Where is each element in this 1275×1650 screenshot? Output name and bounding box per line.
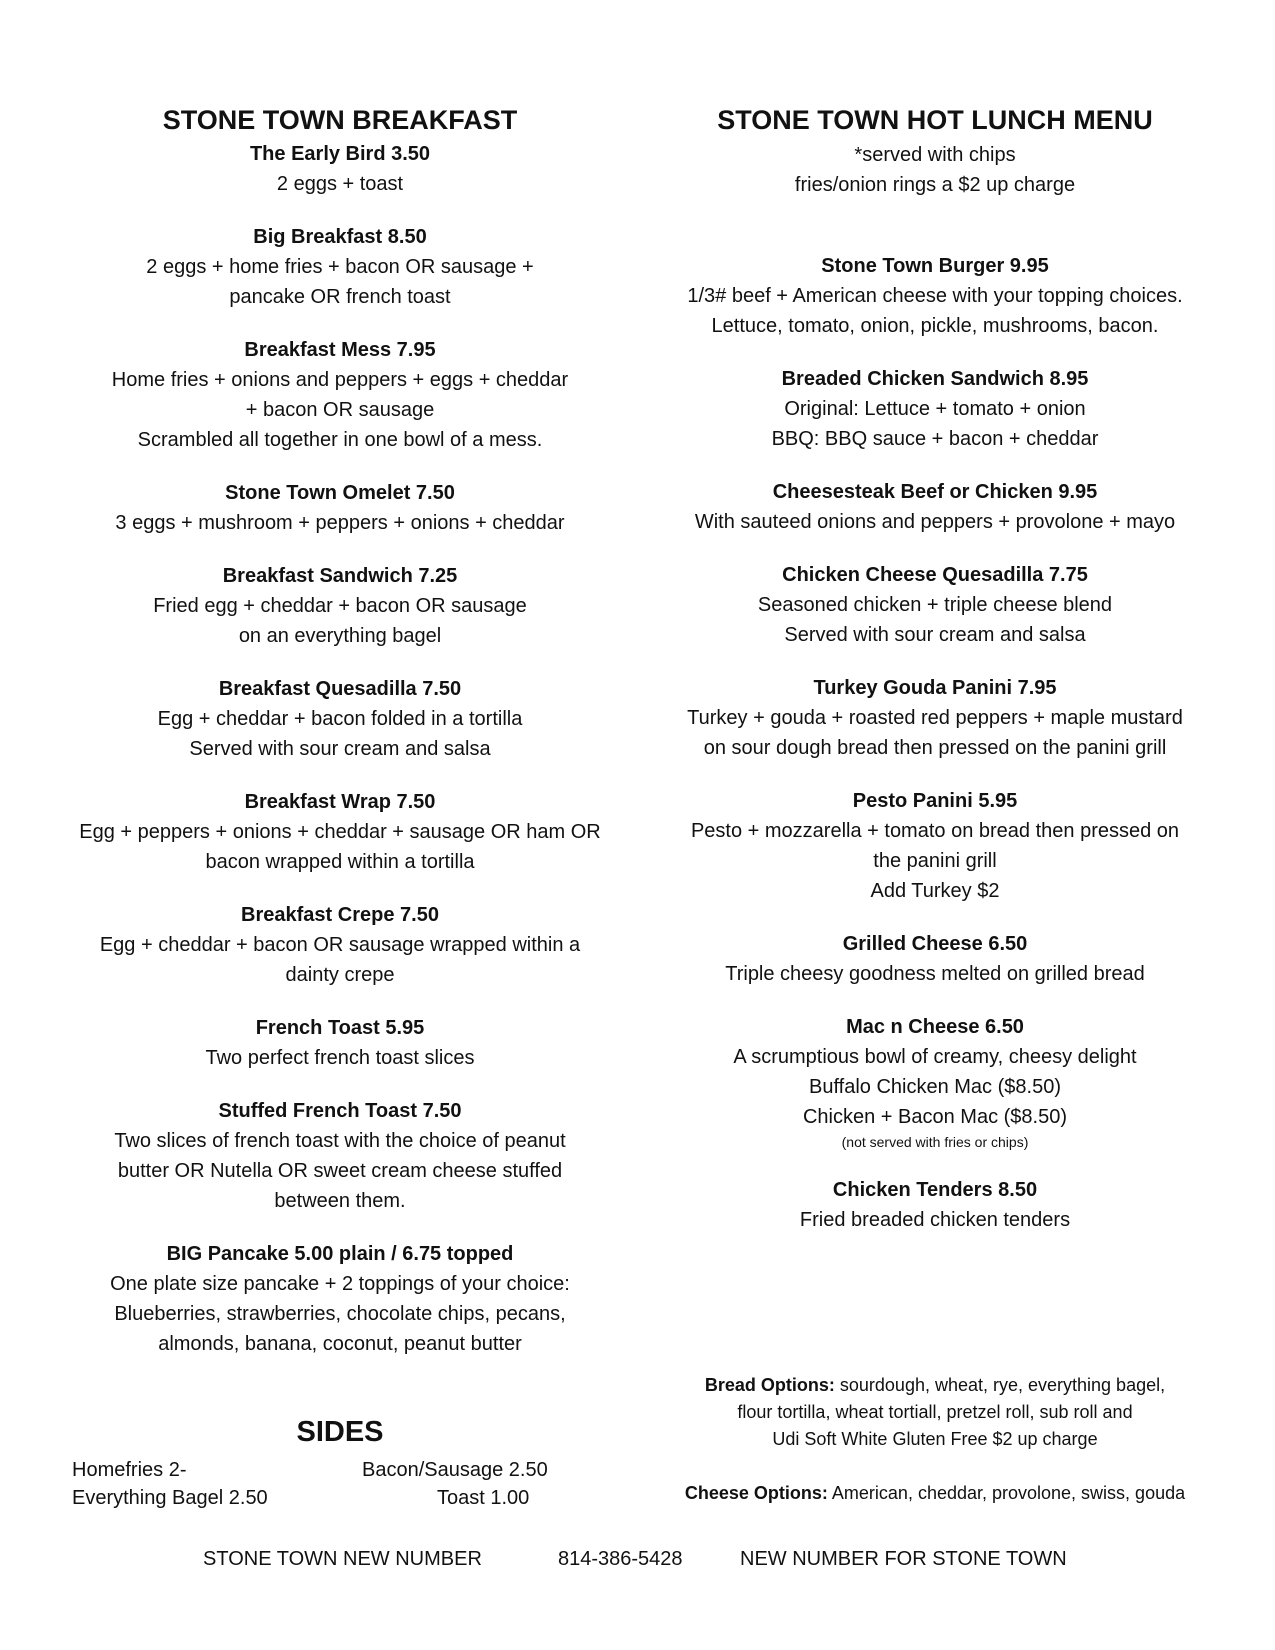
breakfast-menu-item [60, 675, 620, 764]
breakfast-menu-item [60, 223, 620, 312]
menu-item-description: bacon wrapped within a tortilla [205, 851, 475, 873]
menu-item-name: Breakfast Mess 7.95 [244, 339, 436, 361]
bread-options-text-3: Udi Soft White Gluten Free $2 up charge [772, 1429, 1098, 1449]
cheese-options-label: Cheese Options: [684, 1483, 828, 1503]
menu-item-description: Egg + cheddar + bacon OR sausage wrapped within a [99, 934, 581, 956]
breakfast-column [60, 100, 620, 1359]
footer-new-number-left: STONE TOWN NEW NUMBER [203, 1548, 482, 1570]
breakfast-menu-item [60, 788, 620, 877]
menu-item-description: Chicken + Bacon Mac ($8.50) [802, 1106, 1068, 1128]
lunch-items [650, 252, 1220, 1235]
cheese-options-text: American, cheddar, provolone, swiss, gouda [827, 1483, 1186, 1503]
menu-item-description: 2 eggs + toast [276, 173, 404, 195]
menu-item-description: Egg + cheddar + bacon folded in a tortilla [157, 708, 523, 730]
cheese-options [650, 1480, 1220, 1507]
footer-new-number-right: NEW NUMBER FOR STONE TOWN [740, 1548, 1067, 1570]
menu-item-description: A scrumptious bowl of creamy, cheesy delight [733, 1046, 1137, 1068]
menu-item-name: Stone Town Omelet 7.50 [225, 482, 455, 504]
bread-options [650, 1372, 1220, 1453]
lunch-menu-item [650, 365, 1220, 454]
menu-item-name: French Toast 5.95 [255, 1017, 425, 1039]
menu-item-name: Cheesesteak Beef or Chicken 9.95 [772, 481, 1098, 503]
menu-item-description: Seasoned chicken + triple cheese blend [757, 594, 1113, 616]
lunch-menu-item [650, 1013, 1220, 1152]
side-homefries: Homefries 2- [72, 1459, 187, 1481]
lunch-menu-item [650, 930, 1220, 989]
lunch-menu-item [650, 787, 1220, 906]
menu-item-description: Scrambled all together in one bowl of a mess. [137, 429, 543, 451]
menu-item-description: on sour dough bread then pressed on the panini grill [703, 737, 1167, 759]
breakfast-items [60, 140, 620, 1359]
lunch-column [650, 100, 1220, 1235]
menu-item-name: Chicken Cheese Quesadilla 7.75 [782, 564, 1088, 586]
menu-item-description: the panini grill [873, 850, 997, 872]
menu-item-name: Stone Town Burger 9.95 [821, 255, 1049, 277]
breakfast-menu-item [60, 479, 620, 538]
menu-item-name: Breakfast Quesadilla 7.50 [218, 678, 462, 700]
menu-item-description: Add Turkey $2 [870, 880, 1000, 902]
footer-phone-number: 814-386-5428 [558, 1548, 683, 1570]
menu-item-name: Breakfast Crepe 7.50 [241, 904, 439, 926]
menu-item-description: pancake OR french toast [229, 286, 451, 308]
sides-title: SIDES [296, 1416, 384, 1448]
breakfast-menu-item [60, 336, 620, 455]
menu-item-description: Home fries + onions and peppers + eggs + cheddar [111, 369, 569, 391]
breakfast-menu-item [60, 1097, 620, 1216]
breakfast-menu-item [60, 1014, 620, 1073]
lunch-menu-item [650, 1176, 1220, 1235]
menu-item-name: BIG Pancake 5.00 plain / 6.75 topped [166, 1243, 514, 1265]
menu-item-name: Grilled Cheese 6.50 [842, 933, 1028, 955]
menu-item-name: The Early Bird 3.50 [249, 143, 431, 165]
menu-item-description: Fried egg + cheddar + bacon OR sausage [153, 595, 527, 617]
menu-item-name: Breakfast Sandwich 7.25 [222, 565, 458, 587]
lunch-menu-item [650, 674, 1220, 763]
menu-item-description: 1/3# beef + American cheese with your topping choices. [687, 285, 1183, 307]
lunch-subtitle-chips: *served with chips [854, 144, 1016, 166]
menu-item-description: butter OR Nutella OR sweet cream cheese stuffed [117, 1160, 563, 1182]
menu-item-description: Served with sour cream and salsa [784, 624, 1086, 646]
breakfast-title: STONE TOWN BREAKFAST [162, 105, 518, 135]
breakfast-menu-item [60, 562, 620, 651]
menu-item-description: BBQ: BBQ sauce + bacon + cheddar [771, 428, 1099, 450]
menu-item-description: Two perfect french toast slices [205, 1047, 475, 1069]
menu-item-description: + bacon OR sausage [245, 399, 435, 421]
menu-item-description: on an everything bagel [238, 625, 442, 647]
side-everything-bagel: Everything Bagel 2.50 [72, 1487, 268, 1509]
menu-item-name: Breaded Chicken Sandwich 8.95 [781, 368, 1089, 390]
menu-item-name: Big Breakfast 8.50 [253, 226, 427, 248]
menu-item-description: dainty crepe [285, 964, 395, 986]
menu-item-description: 2 eggs + home fries + bacon OR sausage + [146, 256, 534, 278]
menu-item-description: Fried breaded chicken tenders [799, 1209, 1071, 1231]
menu-item-name: Pesto Panini 5.95 [852, 790, 1018, 812]
menu-item-description: One plate size pancake + 2 toppings of your choice: [110, 1273, 570, 1295]
lunch-title: STONE TOWN HOT LUNCH MENU [717, 105, 1153, 135]
lunch-menu-item [650, 561, 1220, 650]
menu-item-description: With sauteed onions and peppers + provolone + mayo [694, 511, 1176, 533]
menu-item-description: Buffalo Chicken Mac ($8.50) [809, 1076, 1061, 1098]
menu-item-description: Original: Lettuce + tomato + onion [784, 398, 1086, 420]
menu-item-description: Pesto + mozzarella + tomato on bread then pressed on [690, 820, 1180, 842]
breakfast-menu-item [60, 901, 620, 990]
menu-item-note: (not served with fries or chips) [841, 1134, 1029, 1150]
menu-item-description: Egg + peppers + onions + cheddar + sausage OR ham OR [79, 821, 601, 843]
lunch-menu-item [650, 252, 1220, 341]
menu-item-description: between them. [274, 1190, 406, 1212]
menu-item-description: 3 eggs + mushroom + peppers + onions + cheddar [115, 512, 565, 534]
bread-options-text-1: sourdough, wheat, rye, everything bagel, [834, 1375, 1166, 1395]
bread-options-label: Bread Options: [704, 1375, 835, 1395]
side-bacon-sausage: Bacon/Sausage 2.50 [362, 1459, 548, 1481]
menu-item-description: Triple cheesy goodness melted on grilled bread [725, 963, 1145, 985]
menu-item-description: Turkey + gouda + roasted red peppers + maple mustard [687, 707, 1183, 729]
lunch-subtitle-upcharge: fries/onion rings a $2 up charge [794, 174, 1076, 196]
menu-item-description: Two slices of french toast with the choice of peanut [114, 1130, 566, 1152]
menu-item-description: Served with sour cream and salsa [189, 738, 491, 760]
menu-item-name: Chicken Tenders 8.50 [832, 1179, 1038, 1201]
breakfast-menu-item [60, 1240, 620, 1359]
breakfast-menu-item [60, 140, 620, 199]
menu-item-description: almonds, banana, coconut, peanut butter [158, 1333, 522, 1355]
menu-item-name: Turkey Gouda Panini 7.95 [813, 677, 1057, 699]
side-toast: Toast 1.00 [437, 1487, 530, 1509]
bread-options-text-2: flour tortilla, wheat tortiall, pretzel roll, sub roll and [737, 1402, 1133, 1422]
menu-item-name: Stuffed French Toast 7.50 [218, 1100, 462, 1122]
menu-item-name: Mac n Cheese 6.50 [846, 1016, 1024, 1038]
lunch-menu-item [650, 478, 1220, 537]
menu-item-description: Lettuce, tomato, onion, pickle, mushrooms, bacon. [711, 315, 1159, 337]
menu-item-name: Breakfast Wrap 7.50 [244, 791, 436, 813]
menu-item-description: Blueberries, strawberries, chocolate chips, pecans, [114, 1303, 566, 1325]
